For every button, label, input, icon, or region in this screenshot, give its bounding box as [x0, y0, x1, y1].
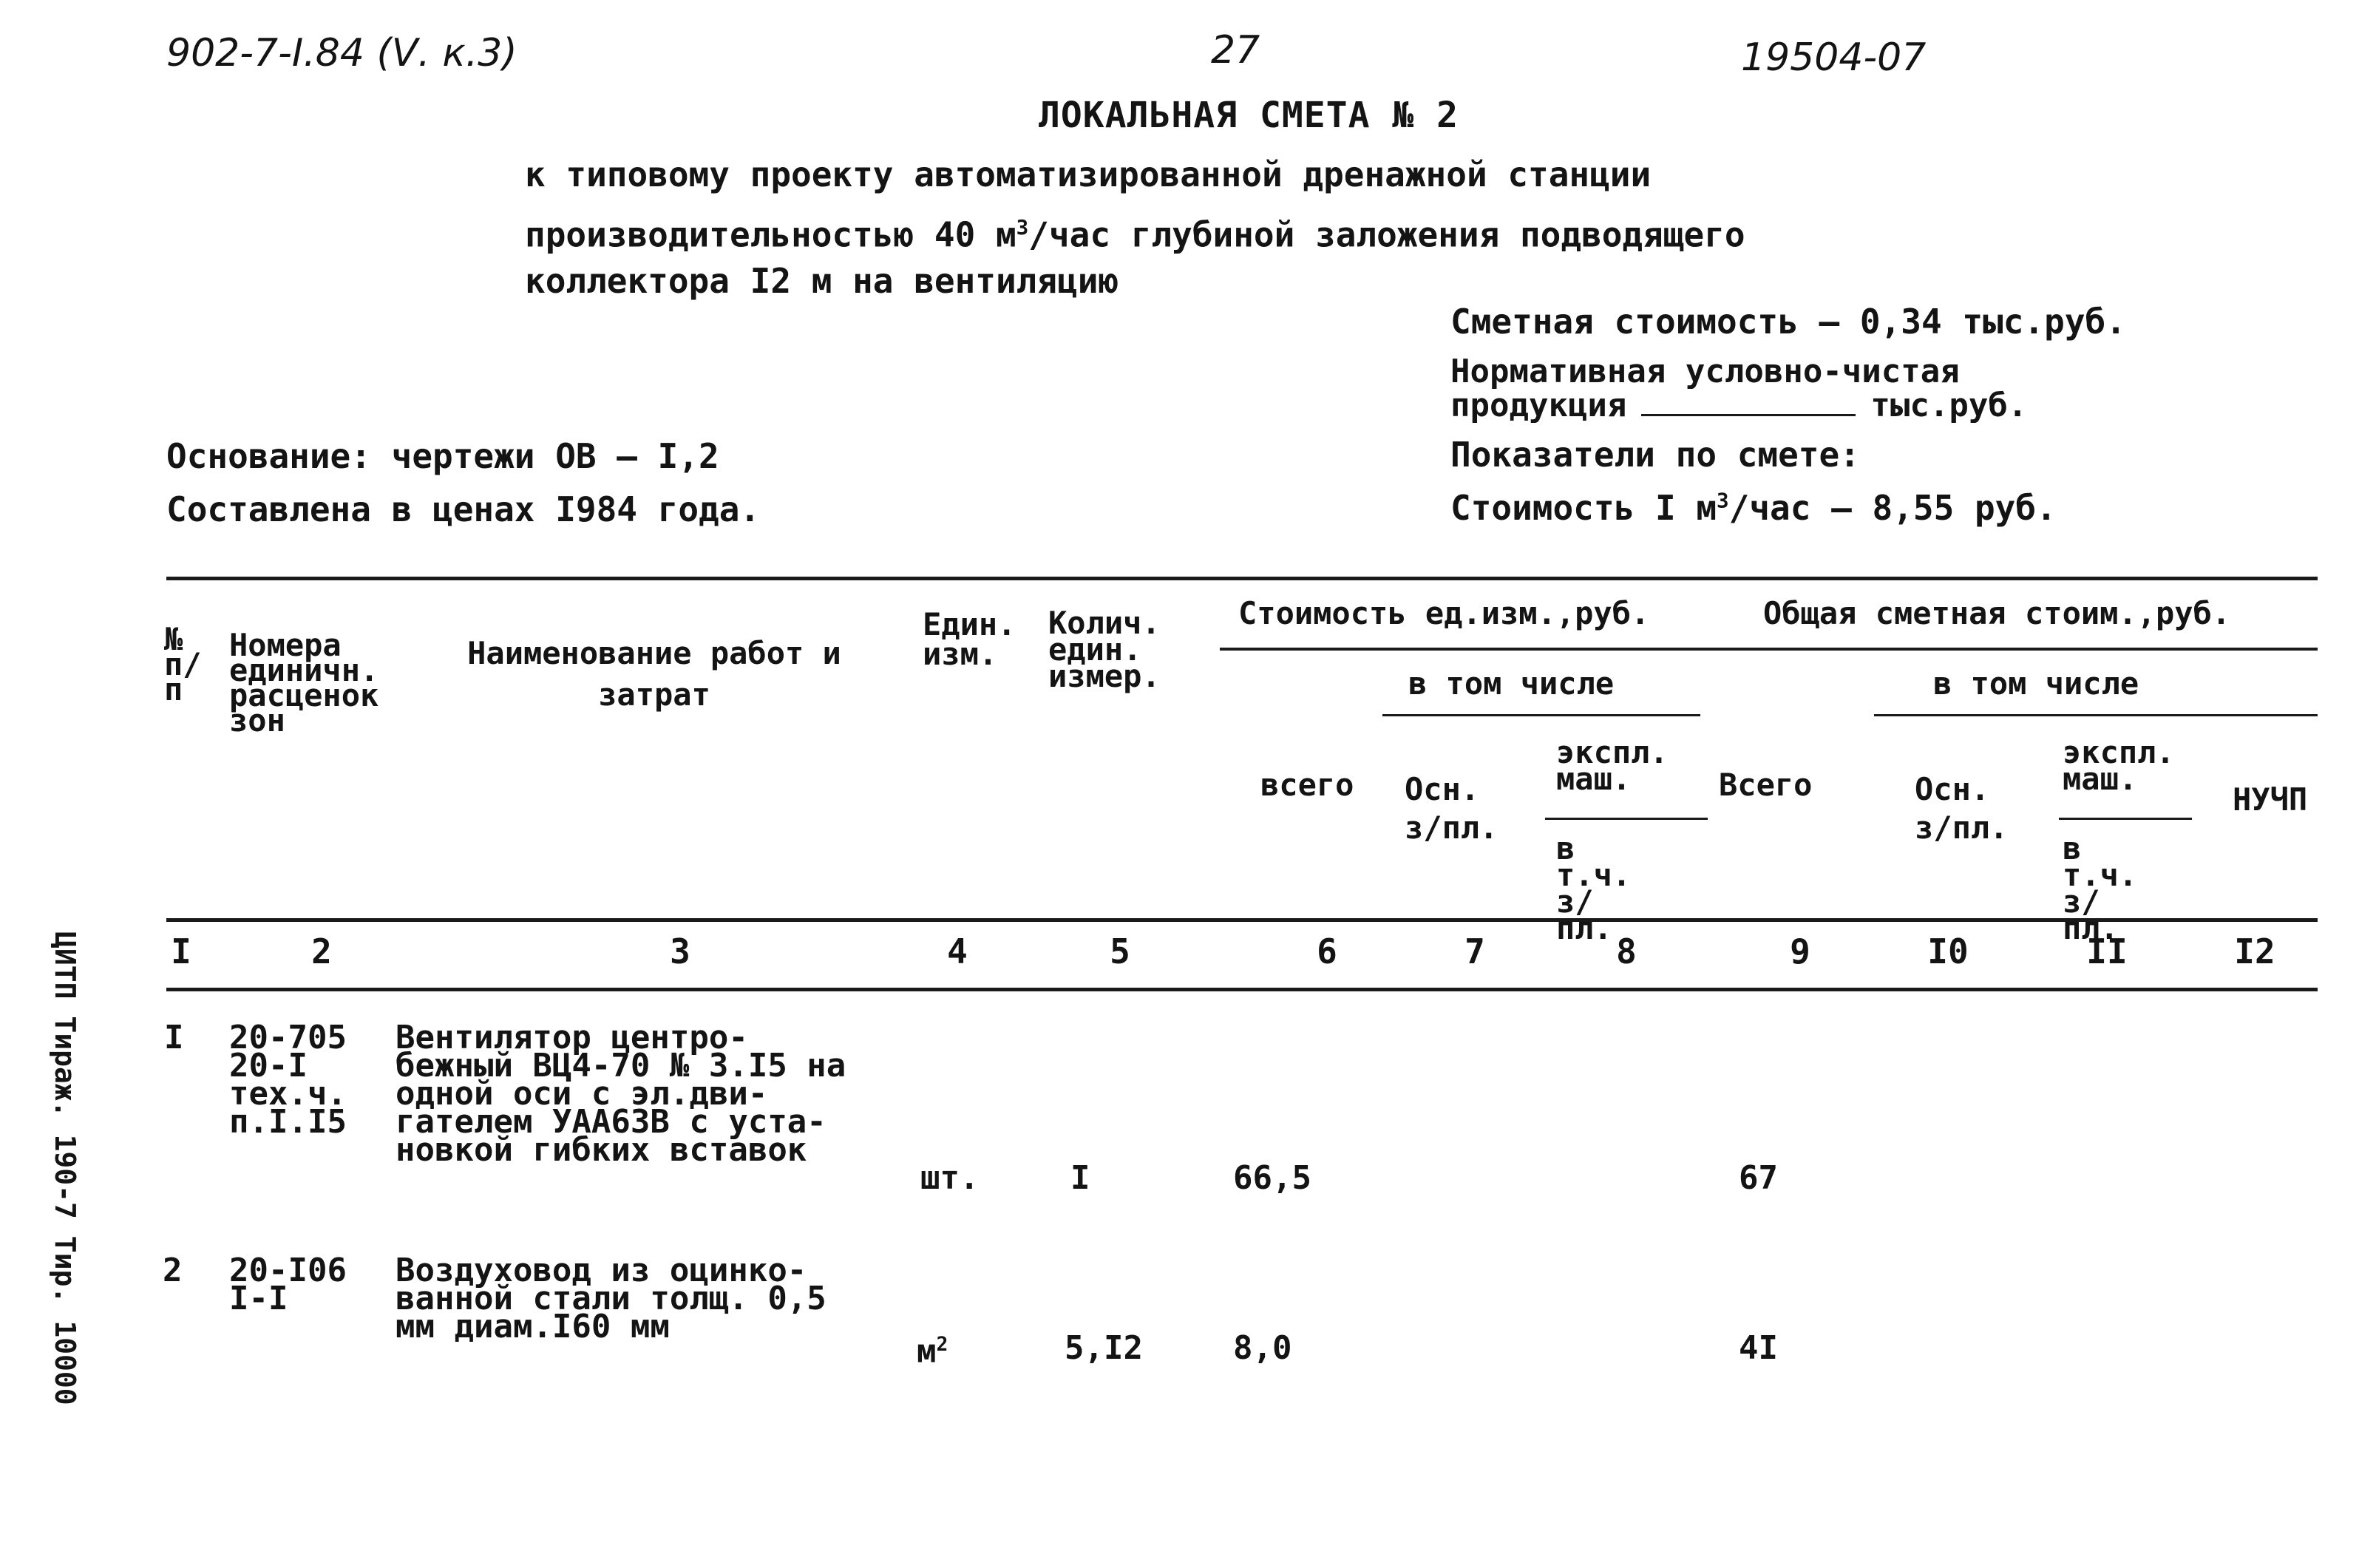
row-1-unit-total: 66,5	[1233, 1159, 1311, 1197]
normative-product-line-1: Нормативная условно-чистая	[1450, 353, 1960, 390]
unit-machine-sub-rule	[1545, 818, 1708, 820]
header-unit-incl-wage: в т.ч. з/пл.	[1556, 830, 1632, 946]
header-row-number: № п/ п	[164, 621, 202, 707]
header-quantity: Колич. един. измер.	[1048, 605, 1161, 694]
indicators-label: Показатели по смете:	[1450, 435, 1860, 475]
header-total-base-wage: Осн. з/пл.	[1915, 771, 2009, 846]
column-number-11: II	[2086, 931, 2128, 971]
row-2-grand-total: 4I	[1739, 1329, 1778, 1367]
estimated-cost: Сметная стоимость – 0,34 тыс.руб.	[1450, 302, 2126, 342]
header-total-incl-wage: в т.ч. з/пл.	[2063, 830, 2138, 946]
header-unit-cost-group: Стоимость ед.изм.,руб.	[1238, 595, 1650, 631]
header-unit: Един. изм.	[923, 606, 1016, 672]
row-1-rate: 20-705 20-I тех.ч. п.I.I5	[229, 1019, 347, 1141]
header-nuchp: НУЧП	[2233, 781, 2308, 818]
column-number-7: 7	[1464, 931, 1485, 971]
row-1-qty: I	[1070, 1159, 1090, 1197]
row-2-name: Воздуховод из оцинко- ванной стали толщ. 0,5 мм диам.I60 мм	[396, 1252, 827, 1345]
group-header-rule	[1220, 648, 2318, 651]
header-rate-numbers: Номера единичн. расценок зон	[229, 627, 379, 739]
basis-prices: Составлена в ценах I984 года.	[166, 489, 761, 529]
column-number-3: 3	[670, 931, 690, 971]
normative-product-line-2: продукция тыс.руб.	[1450, 387, 2028, 424]
header-total-machine-ops: экспл. маш.	[2063, 734, 2175, 797]
archive-number: 19504-07	[1741, 35, 1927, 80]
total-machine-sub-rule	[2059, 818, 2192, 820]
table-top-rule	[166, 577, 2318, 580]
document-code: 902-7-I.84 (Ⅴ. к.3)	[166, 31, 517, 75]
subtitle-line-2: производительностью 40 $м^3$/час глубиной заложения подводящего	[525, 214, 1745, 255]
column-number-1: I	[171, 931, 191, 971]
unit-cost-indicator: Стоимость I $м^3$/час – 8,55 руб.	[1450, 488, 2057, 528]
page-number: 27	[1211, 28, 1260, 72]
row-1-grand-total: 67	[1739, 1159, 1778, 1197]
column-number-4: 4	[947, 931, 968, 971]
header-bottom-rule	[166, 918, 2318, 922]
basis-drawings: Основание: чертежи ОВ – I,2	[166, 436, 719, 476]
total-including-rule	[1874, 714, 2318, 716]
subtitle-line-1: к типовому проекту автоматизированной дренажной станции	[525, 155, 1652, 194]
row-1-unit: шт.	[920, 1159, 980, 1197]
header-unit-base-wage: Осн. з/пл.	[1405, 771, 1498, 846]
side-print-stamp: ЦИТП Тираж. 190-7 Тир. 10000	[49, 931, 81, 1405]
header-unit-machine-ops: экспл. маш.	[1556, 734, 1669, 797]
column-numbers-rule	[166, 988, 2318, 991]
column-number-2: 2	[311, 931, 332, 971]
subtitle-line-3: коллектора I2 м на вентиляцию	[525, 261, 1119, 301]
column-number-6: 6	[1317, 931, 1337, 971]
header-grand-total: Всего	[1719, 767, 1813, 803]
row-2-unit-total: 8,0	[1233, 1329, 1292, 1367]
document-code-note: (Ⅴ. к.3)	[376, 31, 517, 75]
row-2-number: 2	[163, 1252, 183, 1289]
row-1-name: Вентилятор центро- бежный ВЦ4-70 № 3.I5 на одной оси с эл.дви- гателем УАА63В с уста- новкой гибких вставок	[396, 1019, 846, 1169]
header-total-including: в том числе	[1933, 665, 2139, 702]
row-2-unit: $м^2$	[917, 1332, 948, 1371]
unit-including-rule	[1382, 714, 1700, 716]
column-number-8: 8	[1616, 931, 1637, 971]
column-number-5: 5	[1110, 931, 1130, 971]
header-total-cost-group: Общая сметная стоим.,руб.	[1763, 595, 2231, 631]
row-1-number: I	[164, 1019, 184, 1056]
row-2-qty: 5,I2	[1065, 1329, 1143, 1367]
document-title: ЛОКАЛЬНАЯ СМЕТА № 2	[1039, 95, 1459, 136]
column-number-10: I0	[1927, 931, 1969, 971]
header-unit-total: всего	[1260, 767, 1354, 803]
blank-fill-line	[1641, 414, 1856, 416]
column-number-9: 9	[1790, 931, 1810, 971]
column-number-12: I2	[2234, 931, 2275, 971]
row-2-rate: 20-I06 I-I	[229, 1252, 347, 1317]
header-unit-including: в том числе	[1408, 665, 1615, 702]
header-work-name: Наименование работ и затрат	[467, 635, 841, 713]
